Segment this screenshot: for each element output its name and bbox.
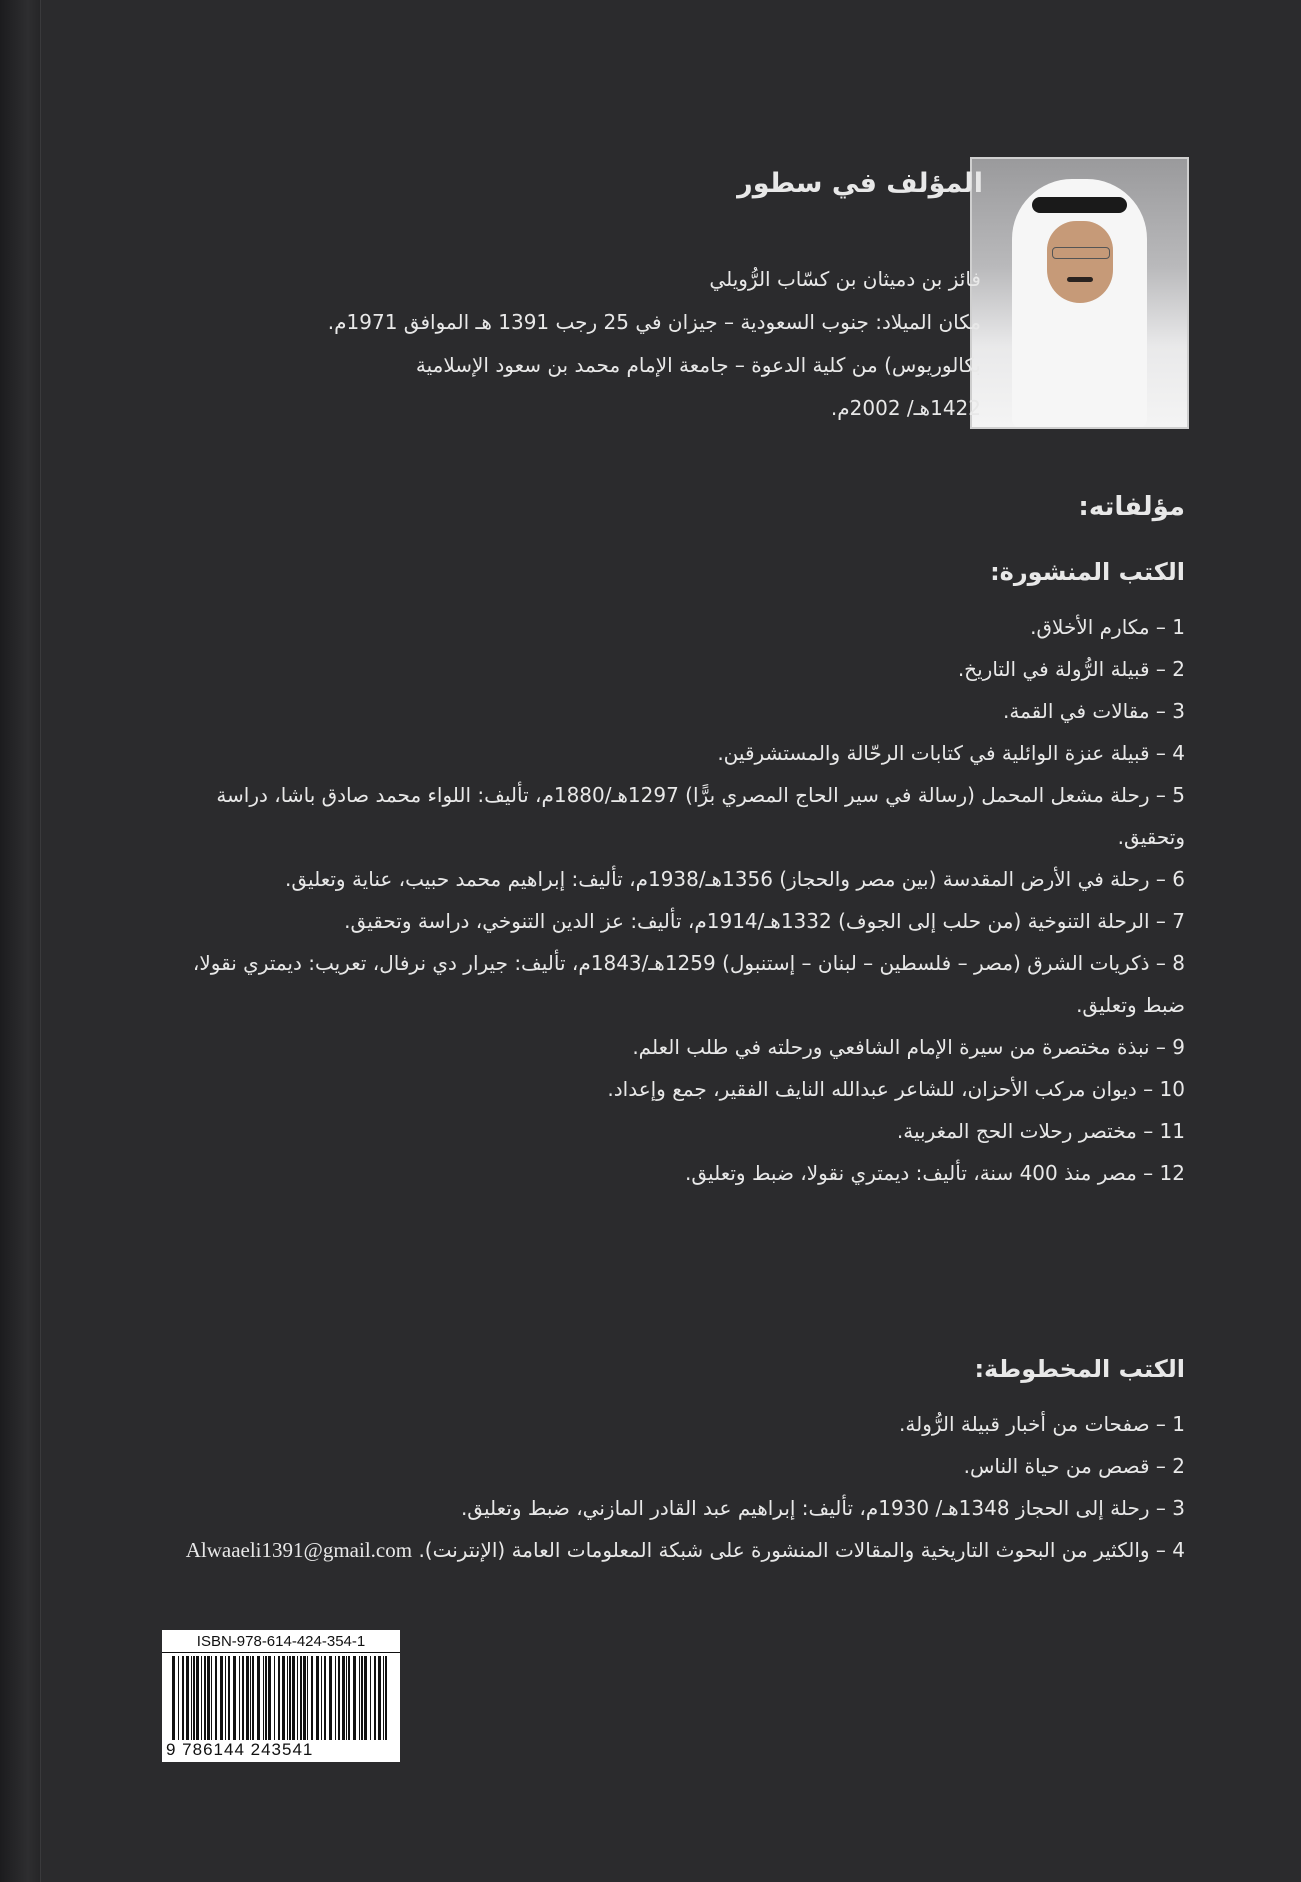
list-item: 10 – ديوان مركب الأحزان، للشاعر عبدالله النايف الفقير، جمع وإعداد.	[607, 1077, 1185, 1101]
barcode-bar	[300, 1656, 302, 1740]
barcode-bar	[303, 1656, 306, 1740]
barcode-bar	[204, 1656, 206, 1740]
barcode-bar	[172, 1656, 175, 1740]
author-photo	[970, 157, 1189, 429]
barcode-bar	[207, 1656, 210, 1740]
barcode-bar	[316, 1656, 319, 1740]
barcode-bar	[211, 1656, 212, 1740]
barcode-bar	[385, 1656, 387, 1740]
barcode-bar	[311, 1656, 313, 1740]
list-item: 9 – نبذة مختصرة من سيرة الإمام الشافعي ورحلته في طلب العلم.	[632, 1035, 1185, 1059]
list-item: 2 – قبيلة الرُّولة في التاريخ.	[957, 657, 1185, 681]
barcode-bar	[359, 1656, 360, 1740]
manuscripts-list	[155, 1403, 1185, 1571]
barcode-bar	[178, 1656, 179, 1740]
barcode-bar	[338, 1656, 340, 1740]
list-item: 11 – مختصر رحلات الحج المغربية.	[896, 1119, 1185, 1143]
bio-line: 1422هـ/ 2002م.	[830, 396, 981, 420]
list-item: 12 – مصر منذ 400 سنة، تأليف: ديمتري نقولا، ضبط وتعليق.	[685, 1161, 1185, 1185]
barcode-bar	[370, 1656, 371, 1740]
author-email: Alwaaeli1391@gmail.com	[185, 1538, 413, 1562]
author-heading: المؤلف في سطور	[737, 168, 983, 199]
barcode-bar	[215, 1656, 217, 1740]
list-item: 5 – رحلة مشعل المحمل (رسالة في سير الحاج المصري برًّا) 1297هـ/1880م، تأليف: اللواء محمد صادق باشا، دراسة وتحقيق.	[216, 783, 1185, 849]
barcode-bar	[228, 1656, 230, 1740]
barcode-bar	[297, 1656, 298, 1740]
list-item: 1 – صفحات من أخبار قبيلة الرُّولة.	[899, 1412, 1185, 1436]
barcode-bar	[321, 1656, 322, 1740]
list-item: 2 – قصص من حياة الناس.	[963, 1454, 1185, 1478]
isbn-barcode	[162, 1630, 400, 1762]
author-bio	[221, 258, 981, 430]
barcode-bar	[233, 1656, 236, 1740]
barcode-bar	[274, 1656, 275, 1740]
list-item	[155, 1529, 1185, 1571]
barcode-bar	[257, 1656, 260, 1740]
barcode-bar	[193, 1656, 195, 1740]
bio-line: مكان الميلاد: جنوب السعودية – جيزان في 25 رجب 1391 هـ الموافق 1971م.	[327, 310, 981, 334]
barcode-bar	[335, 1656, 336, 1740]
manuscripts-heading: الكتب المخطوطة:	[974, 1355, 1185, 1383]
book-spine	[0, 0, 41, 1882]
list-item-text: 4 – والكثير من البحوث التاريخية والمقالات المنشورة على شبكة المعلومات العامة (الإنترنت).	[418, 1538, 1185, 1562]
barcode-bar	[263, 1656, 264, 1740]
barcode-bar	[287, 1656, 288, 1740]
barcode-bar	[246, 1656, 249, 1740]
barcode-bar	[278, 1656, 280, 1740]
barcode-bar	[289, 1656, 291, 1740]
barcode-bar	[292, 1656, 295, 1740]
barcode-bar	[250, 1656, 251, 1740]
barcode-bar	[374, 1656, 376, 1740]
barcode-bar	[383, 1656, 384, 1740]
list-item: 6 – رحلة في الأرض المقدسة (بين مصر والحجاز) 1356هـ/1938م، تأليف: إبراهيم محمد حبيب، عناية وتعليق.	[285, 867, 1185, 891]
works-heading: مؤلفاته:	[1078, 492, 1185, 522]
bio-line: فائز بن دميثان بن كسّاب الرُّويلي	[709, 267, 981, 291]
barcode-bar	[265, 1656, 267, 1740]
barcode-bar	[329, 1656, 332, 1740]
barcode-bar	[191, 1656, 192, 1740]
barcode-bar	[307, 1656, 308, 1740]
list-item: 3 – رحلة إلى الحجاز 1348هـ/ 1930م، تأليف: إبراهيم عبد القادر المازني، ضبط وتعليق.	[460, 1496, 1185, 1520]
barcode-bar	[186, 1656, 189, 1740]
barcode-bar	[348, 1656, 350, 1740]
barcode-bar	[201, 1656, 202, 1740]
barcode-bar	[268, 1656, 271, 1740]
barcode-bar	[282, 1656, 285, 1740]
barcode-digits: 9 786144 243541	[166, 1740, 314, 1759]
list-item: 1 – مكارم الأخلاق.	[1030, 615, 1185, 639]
barcode-bar	[378, 1656, 381, 1740]
barcode-bar	[342, 1656, 345, 1740]
barcode-bar	[225, 1656, 226, 1740]
barcode-bars	[172, 1656, 390, 1740]
barcode-bar	[361, 1656, 363, 1740]
barcode-bar	[252, 1656, 254, 1740]
barcode-bar	[242, 1656, 244, 1740]
barcode-bar	[353, 1656, 356, 1740]
barcode-bar	[220, 1656, 223, 1740]
barcode-bar	[239, 1656, 240, 1740]
list-item: 7 – الرحلة التنوخية (من حلب إلى الجوف) 1332هـ/1914م، تأليف: عز الدين التنوخي، دراسة وتحقيق.	[344, 909, 1185, 933]
published-heading: الكتب المنشورة:	[990, 558, 1185, 586]
isbn-label: ISBN-978-614-424-354-1	[162, 1633, 400, 1653]
barcode-bar	[346, 1656, 347, 1740]
barcode-bar	[182, 1656, 184, 1740]
bio-line: بكالوريوس) من كلية الدعوة – جامعة الإمام محمد بن سعود الإسلامية	[415, 353, 981, 377]
list-item: 4 – قبيلة عنزة الوائلية في كتابات الرحّالة والمستشرقين.	[717, 741, 1185, 765]
barcode-bar	[196, 1656, 199, 1740]
list-item: 8 – ذكريات الشرق (مصر – فلسطين – لبنان – إستنبول) 1259هـ/1843م، تأليف: جيرار دي نرفال، تعريب: ديمتري نقولا، ضبط وتعليق.	[192, 951, 1185, 1017]
barcode-bar	[364, 1656, 367, 1740]
published-list	[155, 606, 1185, 1194]
list-item: 3 – مقالات في القمة.	[1003, 699, 1185, 723]
barcode-bar	[324, 1656, 326, 1740]
